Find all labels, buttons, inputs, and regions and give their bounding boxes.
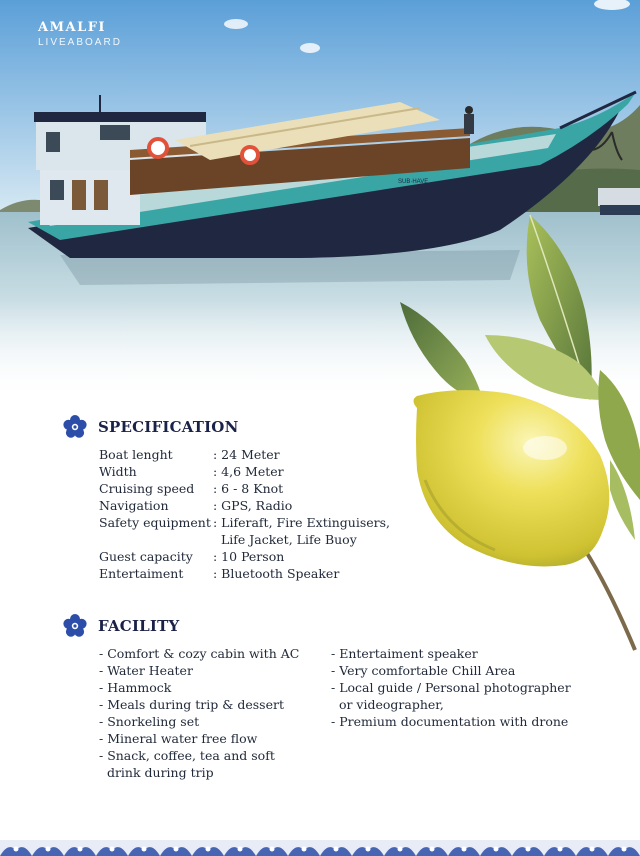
specification-title: SPECIFICATION	[98, 418, 239, 436]
tile-dot	[14, 847, 19, 852]
spec-label: Navigation	[99, 498, 169, 513]
tile-dot	[462, 847, 467, 852]
facility-item: - Snack, coffee, tea and soft	[99, 748, 275, 763]
brand-subtitle: LIVEABOARD	[38, 37, 122, 48]
spec-label	[99, 531, 213, 548]
tile-dot	[238, 847, 243, 852]
tile-dot	[526, 847, 531, 852]
tile-dot	[334, 847, 339, 852]
tile-dot	[494, 847, 499, 852]
facility-item: - Entertaiment speaker	[331, 646, 478, 661]
tile-dot	[174, 847, 179, 852]
spec-row	[99, 497, 390, 514]
spec-row	[99, 565, 390, 582]
spec-row	[99, 480, 390, 497]
tile-dot	[302, 847, 307, 852]
tile-dot	[270, 847, 275, 852]
tile-dot	[398, 847, 403, 852]
spec-row	[99, 463, 390, 480]
brand-name: AMALFI	[38, 20, 107, 35]
flower-icon	[62, 414, 88, 440]
spec-label: Cruising speed	[99, 481, 195, 496]
facility-list-left	[99, 645, 299, 781]
facility-item: - Local guide / Personal photographer	[331, 680, 571, 695]
tile-dot	[558, 847, 563, 852]
spec-row	[99, 531, 390, 548]
tile-dot	[430, 847, 435, 852]
tile-border	[0, 840, 640, 856]
tile-dot	[366, 847, 371, 852]
spec-value: : Bluetooth Speaker	[213, 566, 340, 581]
specification-table	[99, 446, 390, 582]
spec-row	[99, 514, 390, 531]
hull-label: SUB·HAVE	[398, 179, 429, 185]
tile-dot	[46, 847, 51, 852]
facility-item: - Comfort & cozy cabin with AC	[99, 646, 300, 661]
facility-item: drink during trip	[99, 765, 214, 780]
tile-dot	[78, 847, 83, 852]
tile-dot	[110, 847, 115, 852]
spec-row	[99, 446, 390, 463]
brand-logo	[38, 20, 122, 48]
spec-label: Width	[99, 464, 137, 479]
facility-title: FACILITY	[98, 617, 180, 635]
spec-value: : 24 Meter	[213, 447, 280, 462]
facility-item: - Mineral water free flow	[99, 731, 258, 746]
spec-row	[99, 548, 390, 565]
lemon-illustration	[395, 210, 640, 660]
facility-header	[62, 613, 179, 639]
flower-icon	[62, 613, 88, 639]
spec-value: Life Jacket, Life Buoy	[213, 532, 357, 547]
facility-list-right	[331, 645, 571, 730]
facility-item: - Snorkeling set	[99, 714, 200, 729]
spec-label: Entertaiment	[99, 566, 184, 581]
tile-dot	[142, 847, 147, 852]
specification-header	[62, 414, 238, 440]
spec-value: : 6 - 8 Knot	[213, 481, 284, 496]
facility-item: - Water Heater	[99, 663, 193, 678]
spec-label: Boat lenght	[99, 447, 173, 462]
spec-value: : 4,6 Meter	[213, 464, 284, 479]
tile-dot	[590, 847, 595, 852]
spec-label: Guest capacity	[99, 549, 193, 564]
facility-item: - Premium documentation with drone	[331, 714, 569, 729]
facility-item: - Hammock	[99, 680, 172, 695]
tile-dot	[206, 847, 211, 852]
spec-value: : 10 Person	[213, 549, 285, 564]
facility-item: - Meals during trip & dessert	[99, 697, 284, 712]
spec-label: Safety equipment	[99, 515, 211, 530]
facility-item: or videographer,	[331, 697, 444, 712]
spec-value: : Liferaft, Fire Extinguisers,	[213, 515, 391, 530]
spec-value: : GPS, Radio	[213, 498, 293, 513]
facility-item: - Very comfortable Chill Area	[331, 663, 516, 678]
tile-dot	[622, 847, 627, 852]
